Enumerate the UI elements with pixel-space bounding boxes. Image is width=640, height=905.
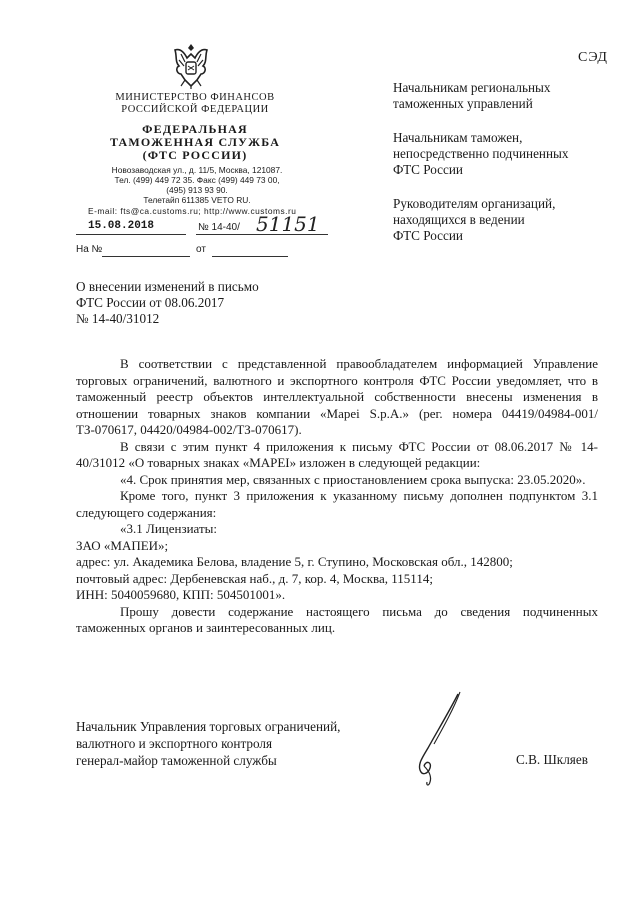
outgoing-number-handwritten: 51151 (256, 212, 320, 236)
body-paragraph: почтовый адрес: Дербеневская наб., д. 7, кор. 4, Москва, 115114; (76, 570, 433, 586)
coat-of-arms-icon (167, 40, 215, 90)
addressee-organizations: Руководителям организаций, находящихся в ведении ФТС России (393, 196, 556, 243)
body-paragraph: В соответствии с представленной правообладателем информацией Управление торговых ограничений, валютного и экспортного контроля ФТС России уведомляет, что в таможенный реестр объектов интеллектуальной собственности внесены изменения в отношении товарных знаков компании «Mapei S.p.A.» (рег. номера 04419/04984-001/ТЗ-070617, 04420/04984-002/ТЗ-070617). (76, 356, 598, 437)
addressee-customs: Начальникам таможен, непосредственно подчиненных ФТС России (393, 130, 569, 177)
reply-to-field (102, 244, 190, 257)
body-paragraph: адрес: ул. Академика Белова, владение 5, г. Ступино, Московская обл., 142800; (76, 554, 513, 569)
outgoing-number-field (196, 212, 328, 236)
from-label: от (196, 244, 206, 255)
signer-name: С.В. Шкляев (516, 752, 588, 767)
body-paragraph: Кроме того, пункт 3 приложения к указанному письму дополнен подпунктом 3.1 следующего содержания: (76, 488, 598, 520)
body-paragraph: «3.1 Лицензиаты: (120, 521, 218, 536)
document-stamp: СЭД (578, 50, 608, 65)
service-name: ФЕДЕРАЛЬНАЯ ТАМОЖЕННАЯ СЛУЖБА (ФТС РОССИИ) (109, 122, 281, 162)
body-paragraph: ЗАО «МАПЕИ»; (76, 537, 169, 553)
letter-subject: О внесении изменений в письмо ФТС России от 08.06.2017 № 14-40/31012 (76, 279, 259, 326)
letter-body (76, 356, 598, 637)
body-paragraph: «4. Срок принятия мер, связанных с приостановлением срока выпуска: 23.05.2020». (120, 471, 586, 487)
handwritten-signature (400, 690, 490, 790)
outgoing-number-prefix: № 14-40/ (198, 222, 240, 233)
outgoing-date: 15.08.2018 (88, 220, 155, 232)
ministry-name: МИНИСТЕРСТВО ФИНАНСОВ РОССИЙСКОЙ ФЕДЕРАЦИИ (115, 92, 275, 115)
service-address: Новозаводская ул., д. 11/5, Москва, 121087. Тел. (499) 449 72 35. Факс (499) 449 73 00, (495) 913 93 90. Телетайп 611385 VETO RU. (111, 165, 283, 205)
addressee-regional: Начальникам региональных таможенных управлений (393, 80, 551, 111)
body-paragraph: Прошу довести содержание настоящего письма до сведения подчиненных таможенных органов и заинтересованных лиц. (76, 603, 598, 635)
date-field (76, 222, 186, 235)
body-paragraph: В связи с этим пункт 4 приложения к письму ФТС России от 08.06.2017 № 14-40/31012 «О товарных знаках «MAPEI» изложен в следующей редакции: (76, 438, 598, 470)
service-email: E-mail: fts@ca.customs.ru; http://www.customs.ru (88, 206, 297, 216)
body-paragraph: ИНН: 5040059680, КПП: 504501001». (76, 587, 286, 602)
signatory-position: Начальник Управления торговых ограничений, валютного и экспортного контроля генерал-майор таможенной службы (76, 719, 341, 768)
reply-to-label: На № (76, 244, 103, 255)
from-field (212, 244, 288, 257)
